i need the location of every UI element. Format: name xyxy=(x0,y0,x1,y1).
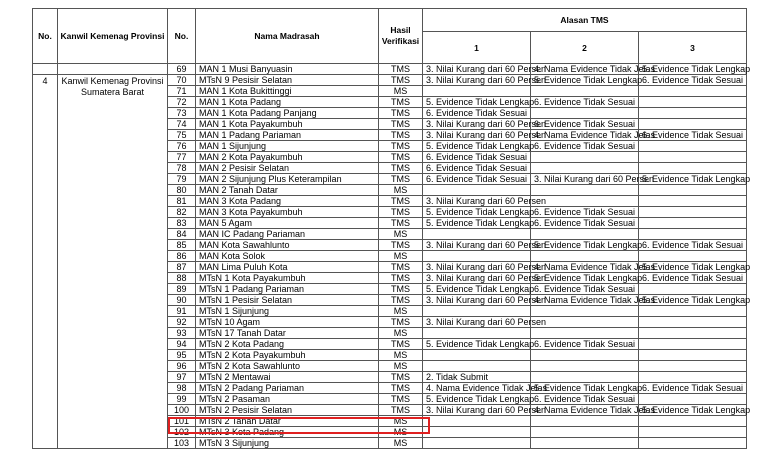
row-alasan-1 xyxy=(423,185,531,196)
row-alasan-2 xyxy=(531,416,639,427)
row-alasan-2 xyxy=(531,361,639,372)
row-alasan-1 xyxy=(423,306,531,317)
row-number: 99 xyxy=(168,394,196,405)
row-hasil-verifikasi: MS xyxy=(379,350,423,361)
row-nama-madrasah: MTsN 17 Tanah Datar xyxy=(196,328,379,339)
row-alasan-2 xyxy=(531,350,639,361)
row-number: 76 xyxy=(168,141,196,152)
row-nama-madrasah: MTsN 2 Pesisir Selatan xyxy=(196,405,379,416)
row-alasan-2 xyxy=(531,328,639,339)
row-alasan-3 xyxy=(639,350,747,361)
row-hasil-verifikasi: TMS xyxy=(379,284,423,295)
row-alasan-2: 5. Evidence Tidak Lengkap xyxy=(531,75,639,86)
row-alasan-3 xyxy=(639,141,747,152)
row-number: 84 xyxy=(168,229,196,240)
row-alasan-3: 5. Evidence Tidak Lengkap xyxy=(639,64,747,75)
row-alasan-3: 6. Evidence Tidak Sesuai xyxy=(639,130,747,141)
row-alasan-3: 5. Evidence Tidak Lengkap xyxy=(639,262,747,273)
row-hasil-verifikasi: MS xyxy=(379,328,423,339)
row-alasan-3 xyxy=(639,284,747,295)
row-alasan-3: 6. Evidence Tidak Sesuai xyxy=(639,75,747,86)
row-alasan-1: 3. Nilai Kurang dari 60 Persen xyxy=(423,405,531,416)
row-number: 91 xyxy=(168,306,196,317)
row-number: 85 xyxy=(168,240,196,251)
row-nama-madrasah: MAN 3 Kota Payakumbuh xyxy=(196,207,379,218)
row-nama-madrasah: MTsN 1 Padang Pariaman xyxy=(196,284,379,295)
row-number: 82 xyxy=(168,207,196,218)
row-hasil-verifikasi: TMS xyxy=(379,163,423,174)
row-alasan-1: 3. Nilai Kurang dari 60 Persen xyxy=(423,317,531,328)
row-number: 88 xyxy=(168,273,196,284)
row-alasan-2 xyxy=(531,196,639,207)
row-alasan-2: 4. Nama Evidence Tidak Jelas xyxy=(531,295,639,306)
row-nama-madrasah: MAN 1 Kota Payakumbuh xyxy=(196,119,379,130)
row-alasan-3 xyxy=(639,372,747,383)
row-alasan-2 xyxy=(531,152,639,163)
row-alasan-2: 6. Evidence Tidak Sesuai xyxy=(531,141,639,152)
row-nama-madrasah: MAN 2 Kota Payakumbuh xyxy=(196,152,379,163)
row-alasan-2: 4. Nama Evidence Tidak Jelas xyxy=(531,262,639,273)
row-alasan-1 xyxy=(423,438,531,449)
row-alasan-3 xyxy=(639,119,747,130)
row-alasan-1: 3. Nilai Kurang dari 60 Persen xyxy=(423,196,531,207)
row-hasil-verifikasi: MS xyxy=(379,427,423,438)
row-nama-madrasah: MAN IC Padang Pariaman xyxy=(196,229,379,240)
row-number: 96 xyxy=(168,361,196,372)
row-number: 87 xyxy=(168,262,196,273)
row-number: 72 xyxy=(168,97,196,108)
row-alasan-1: 6. Evidence Tidak Sesuai xyxy=(423,152,531,163)
row-alasan-3: 6. Evidence Tidak Sesuai xyxy=(639,273,747,284)
row-number: 70 xyxy=(168,75,196,86)
row-alasan-3: 5. Evidence Tidak Lengkap xyxy=(639,405,747,416)
row-alasan-2 xyxy=(531,108,639,119)
row-nama-madrasah: MAN 1 Musi Banyuasin xyxy=(196,64,379,75)
group-kanwil: Kanwil Kemenag Provinsi Sumatera Barat xyxy=(58,75,168,449)
header-hasil-verifikasi: Hasil Verifikasi xyxy=(379,9,423,64)
row-nama-madrasah: MTsN 3 Kota Padang xyxy=(196,427,379,438)
row-hasil-verifikasi: TMS xyxy=(379,240,423,251)
row-hasil-verifikasi: TMS xyxy=(379,339,423,350)
row-alasan-2 xyxy=(531,438,639,449)
row-hasil-verifikasi: MS xyxy=(379,86,423,97)
row-alasan-1: 6. Evidence Tidak Sesuai xyxy=(423,174,531,185)
row-number: 69 xyxy=(168,64,196,75)
header-alasan-1: 1 xyxy=(423,32,531,64)
row-alasan-3 xyxy=(639,328,747,339)
row-nama-madrasah: MAN 2 Tanah Datar xyxy=(196,185,379,196)
row-alasan-2 xyxy=(531,163,639,174)
row-alasan-1: 4. Nama Evidence Tidak Jelas xyxy=(423,383,531,394)
row-number: 80 xyxy=(168,185,196,196)
row-number: 97 xyxy=(168,372,196,383)
row-number: 94 xyxy=(168,339,196,350)
row-alasan-1 xyxy=(423,328,531,339)
row-number: 83 xyxy=(168,218,196,229)
row-alasan-3 xyxy=(639,251,747,262)
row-alasan-1: 5. Evidence Tidak Lengkap xyxy=(423,218,531,229)
row-number: 89 xyxy=(168,284,196,295)
row-number: 75 xyxy=(168,130,196,141)
row-nama-madrasah: MTsN 2 Kota Sawahlunto xyxy=(196,361,379,372)
row-alasan-2 xyxy=(531,306,639,317)
row-number: 101 xyxy=(168,416,196,427)
table-row xyxy=(33,64,747,75)
row-hasil-verifikasi: TMS xyxy=(379,273,423,284)
row-nama-madrasah: MTsN 2 Tanah Datar xyxy=(196,416,379,427)
row-alasan-1: 5. Evidence Tidak Lengkap xyxy=(423,339,531,350)
row-nama-madrasah: MTsN 1 Sijunjung xyxy=(196,306,379,317)
row-nama-madrasah: MTsN 10 Agam xyxy=(196,317,379,328)
row-hasil-verifikasi: TMS xyxy=(379,108,423,119)
row-alasan-3 xyxy=(639,152,747,163)
row-number: 86 xyxy=(168,251,196,262)
row-alasan-2 xyxy=(531,185,639,196)
row-alasan-3: 6. Evidence Tidak Sesuai xyxy=(639,383,747,394)
row-alasan-3 xyxy=(639,185,747,196)
row-number: 71 xyxy=(168,86,196,97)
row-alasan-1: 5. Evidence Tidak Lengkap xyxy=(423,394,531,405)
row-alasan-2: 4. Nama Evidence Tidak Jelas xyxy=(531,64,639,75)
header-no-madrasah: No. xyxy=(168,9,196,64)
row-alasan-2: 5. Evidence Tidak Lengkap xyxy=(531,383,639,394)
row-hasil-verifikasi: TMS xyxy=(379,372,423,383)
row-hasil-verifikasi: TMS xyxy=(379,75,423,86)
row-alasan-2: 5. Evidence Tidak Lengkap xyxy=(531,273,639,284)
row-alasan-3: 5. Evidence Tidak Lengkap xyxy=(639,174,747,185)
row-hasil-verifikasi: MS xyxy=(379,306,423,317)
row-alasan-1 xyxy=(423,416,531,427)
row-alasan-3 xyxy=(639,416,747,427)
row-nama-madrasah: MAN 1 Padang Pariaman xyxy=(196,130,379,141)
row-nama-madrasah: MAN Kota Sawahlunto xyxy=(196,240,379,251)
row-alasan-1: 6. Evidence Tidak Sesuai xyxy=(423,163,531,174)
row-alasan-3 xyxy=(639,86,747,97)
row-alasan-2: 6. Evidence Tidak Sesuai xyxy=(531,218,639,229)
row-alasan-1: 5. Evidence Tidak Lengkap xyxy=(423,207,531,218)
row-number: 78 xyxy=(168,163,196,174)
row-number: 77 xyxy=(168,152,196,163)
row-hasil-verifikasi: TMS xyxy=(379,383,423,394)
row-alasan-2 xyxy=(531,251,639,262)
row-hasil-verifikasi: TMS xyxy=(379,152,423,163)
row-alasan-2: 6. Evidence Tidak Sesuai xyxy=(531,394,639,405)
row-alasan-2: 3. Nilai Kurang dari 60 Persen xyxy=(531,174,639,185)
row-nama-madrasah: MTsN 1 Kota Payakumbuh xyxy=(196,273,379,284)
row-hasil-verifikasi: MS xyxy=(379,251,423,262)
row-nama-madrasah: MAN 5 Agam xyxy=(196,218,379,229)
row-alasan-3 xyxy=(639,339,747,350)
row-nama-madrasah: MTsN 2 Padang Pariaman xyxy=(196,383,379,394)
row-nama-madrasah: MAN 2 Sijunjung Plus Keterampilan xyxy=(196,174,379,185)
header-alasan-3: 3 xyxy=(639,32,747,64)
row-number: 90 xyxy=(168,295,196,306)
row-nama-madrasah: MTsN 2 Mentawai xyxy=(196,372,379,383)
row-alasan-2 xyxy=(531,372,639,383)
row-nama-madrasah: MTsN 1 Pesisir Selatan xyxy=(196,295,379,306)
row-nama-madrasah: MTsN 2 Kota Payakumbuh xyxy=(196,350,379,361)
row-hasil-verifikasi: MS xyxy=(379,185,423,196)
row-hasil-verifikasi: TMS xyxy=(379,119,423,130)
row-alasan-3 xyxy=(639,361,747,372)
row-alasan-1: 3. Nilai Kurang dari 60 Persen xyxy=(423,295,531,306)
row-alasan-3: 6. Evidence Tidak Sesuai xyxy=(639,240,747,251)
row-hasil-verifikasi: TMS xyxy=(379,405,423,416)
row-alasan-1 xyxy=(423,361,531,372)
row-nama-madrasah: MTsN 2 Pasaman xyxy=(196,394,379,405)
row-alasan-1 xyxy=(423,350,531,361)
row-number: 93 xyxy=(168,328,196,339)
row-hasil-verifikasi: TMS xyxy=(379,207,423,218)
row-hasil-verifikasi: MS xyxy=(379,229,423,240)
row-hasil-verifikasi: TMS xyxy=(379,262,423,273)
row-alasan-1: 3. Nilai Kurang dari 60 Persen xyxy=(423,273,531,284)
row-alasan-3 xyxy=(639,394,747,405)
row-alasan-3: 5. Evidence Tidak Lengkap xyxy=(639,295,747,306)
row-number: 79 xyxy=(168,174,196,185)
table-body xyxy=(33,64,751,449)
row-alasan-1: 2. Tidak Submit xyxy=(423,372,531,383)
row-nama-madrasah: MAN Lima Puluh Kota xyxy=(196,262,379,273)
row-nama-madrasah: MAN Kota Solok xyxy=(196,251,379,262)
row-nama-madrasah: MAN 2 Pesisir Selatan xyxy=(196,163,379,174)
row-nama-madrasah: MTsN 2 Kota Padang xyxy=(196,339,379,350)
row-number: 103 xyxy=(168,438,196,449)
row-alasan-2 xyxy=(531,317,639,328)
row-nama-madrasah: MAN 1 Kota Padang xyxy=(196,97,379,108)
table-row xyxy=(33,75,747,86)
row-alasan-1: 6. Evidence Tidak Sesuai xyxy=(423,108,531,119)
row-number: 92 xyxy=(168,317,196,328)
row-hasil-verifikasi: TMS xyxy=(379,394,423,405)
row-alasan-3 xyxy=(639,317,747,328)
row-alasan-2: 5. Evidence Tidak Lengkap xyxy=(531,240,639,251)
row-alasan-3 xyxy=(639,207,747,218)
row-alasan-1 xyxy=(423,251,531,262)
row-alasan-3 xyxy=(639,229,747,240)
row-alasan-3 xyxy=(639,163,747,174)
row-alasan-1: 5. Evidence Tidak Lengkap xyxy=(423,284,531,295)
row-alasan-2: 6. Evidence Tidak Sesuai xyxy=(531,284,639,295)
row-hasil-verifikasi: TMS xyxy=(379,196,423,207)
row-hasil-verifikasi: TMS xyxy=(379,174,423,185)
row-alasan-2: 6. Evidence Tidak Sesuai xyxy=(531,97,639,108)
row-hasil-verifikasi: MS xyxy=(379,361,423,372)
row-nama-madrasah: MTsN 9 Pesisir Selatan xyxy=(196,75,379,86)
row-number: 73 xyxy=(168,108,196,119)
header-alasan-2: 2 xyxy=(531,32,639,64)
row-number: 98 xyxy=(168,383,196,394)
row-alasan-3 xyxy=(639,108,747,119)
row-hasil-verifikasi: TMS xyxy=(379,97,423,108)
row-alasan-1 xyxy=(423,229,531,240)
row-alasan-3 xyxy=(639,427,747,438)
row-alasan-3 xyxy=(639,97,747,108)
row-alasan-1 xyxy=(423,86,531,97)
row-number: 100 xyxy=(168,405,196,416)
row-alasan-1: 3. Nilai Kurang dari 60 Persen xyxy=(423,75,531,86)
row-alasan-1: 5. Evidence Tidak Lengkap xyxy=(423,141,531,152)
row-alasan-2: 4. Nama Evidence Tidak Jelas xyxy=(531,130,639,141)
row-hasil-verifikasi: TMS xyxy=(379,141,423,152)
row-nama-madrasah: MTsN 3 Sijunjung xyxy=(196,438,379,449)
row-hasil-verifikasi: TMS xyxy=(379,295,423,306)
row-alasan-2: 6. Evidence Tidak Sesuai xyxy=(531,207,639,218)
row-alasan-2: 6. Evidence Tidak Sesuai xyxy=(531,119,639,130)
row-alasan-3 xyxy=(639,196,747,207)
header-kanwil: Kanwil Kemenag Provinsi xyxy=(58,9,168,64)
row-hasil-verifikasi: TMS xyxy=(379,317,423,328)
row-alasan-1: 3. Nilai Kurang dari 60 Persen xyxy=(423,240,531,251)
madrasah-verification-table xyxy=(32,8,751,449)
row-hasil-verifikasi: TMS xyxy=(379,218,423,229)
row-alasan-2: 6. Evidence Tidak Sesuai xyxy=(531,339,639,350)
row-alasan-3 xyxy=(639,218,747,229)
row-alasan-2 xyxy=(531,86,639,97)
row-alasan-1: 3. Nilai Kurang dari 60 Persen xyxy=(423,119,531,130)
header-nama-madrasah: Nama Madrasah xyxy=(196,9,379,64)
row-number: 95 xyxy=(168,350,196,361)
row-hasil-verifikasi: TMS xyxy=(379,130,423,141)
row-hasil-verifikasi: MS xyxy=(379,416,423,427)
row-alasan-1: 3. Nilai Kurang dari 60 Persen xyxy=(423,130,531,141)
row-alasan-1 xyxy=(423,427,531,438)
row-hasil-verifikasi: MS xyxy=(379,438,423,449)
row-alasan-3 xyxy=(639,438,747,449)
row-alasan-2 xyxy=(531,427,639,438)
row-alasan-2: 4. Nama Evidence Tidak Jelas xyxy=(531,405,639,416)
row-alasan-1: 5. Evidence Tidak Lengkap xyxy=(423,97,531,108)
header-alasan-tms: Alasan TMS xyxy=(423,9,747,32)
row-number: 81 xyxy=(168,196,196,207)
row-alasan-3 xyxy=(639,306,747,317)
row-nama-madrasah: MAN 1 Kota Bukittinggi xyxy=(196,86,379,97)
row-hasil-verifikasi: TMS xyxy=(379,64,423,75)
group-no: 4 xyxy=(33,75,58,449)
row-nama-madrasah: MAN 1 Kota Padang Panjang xyxy=(196,108,379,119)
row-alasan-2 xyxy=(531,229,639,240)
row-nama-madrasah: MAN 1 Sijunjung xyxy=(196,141,379,152)
row-alasan-1: 3. Nilai Kurang dari 60 Persen xyxy=(423,64,531,75)
row-nama-madrasah: MAN 3 Kota Padang xyxy=(196,196,379,207)
row-number: 74 xyxy=(168,119,196,130)
row-alasan-1: 3. Nilai Kurang dari 60 Persen xyxy=(423,262,531,273)
header-no: No. xyxy=(33,9,58,64)
row-number: 102 xyxy=(168,427,196,438)
